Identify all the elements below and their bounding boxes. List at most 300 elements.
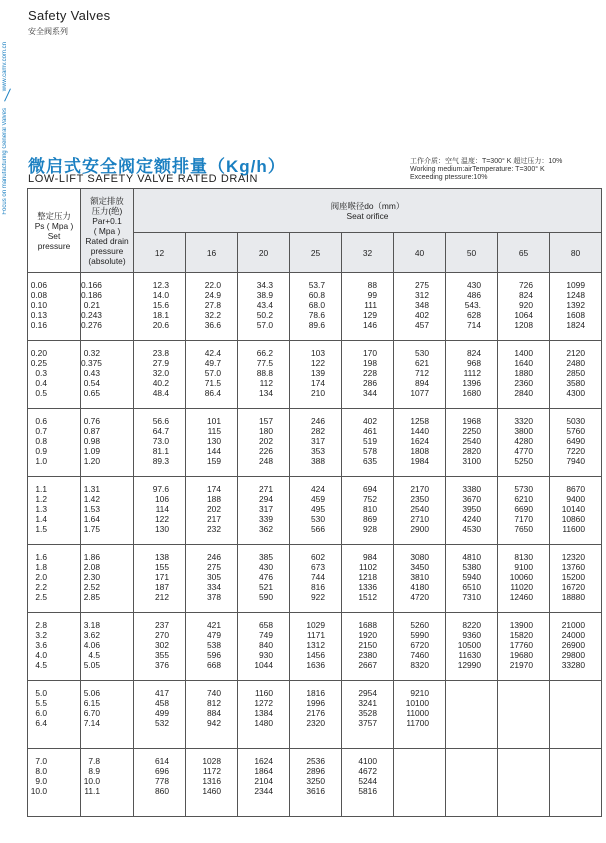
cell-value: 3616: [306, 786, 325, 796]
cell-value: 385: [259, 552, 273, 562]
capacity-cell: [550, 613, 602, 681]
title-en: LOW-LIFT SAFETY VALVE RATED DRAIN: [28, 173, 259, 185]
cell-value: 27.9: [152, 358, 169, 368]
cell-value: 668: [207, 660, 221, 670]
cell-value: 635: [363, 456, 377, 466]
cell-value: 2170: [410, 484, 429, 494]
cell-value: 1312: [306, 640, 325, 650]
cell-value: 11000: [406, 708, 429, 718]
cell-value: 248: [259, 456, 273, 466]
capacity-cell: [550, 749, 602, 817]
cell-value: 17760: [509, 640, 533, 650]
cell-value: 894: [415, 378, 429, 388]
cell-value: 1171: [306, 630, 325, 640]
cell-value: 1384: [254, 708, 273, 718]
drain-pressure-cell: [81, 545, 134, 613]
capacity-cell: [342, 749, 394, 817]
cell-value: 1.1: [35, 484, 47, 494]
cell-value: 0.65: [83, 388, 100, 398]
capacity-cell: [446, 613, 498, 681]
cell-value: 155: [155, 562, 169, 572]
cell-value: 5940: [462, 572, 481, 582]
cell-value: 6.4: [35, 718, 47, 728]
cell-value: 1258: [410, 416, 429, 426]
cell-value: 4672: [358, 766, 377, 776]
cell-value: 824: [467, 348, 481, 358]
table-body: [28, 273, 602, 817]
header-line: 压力(绝): [91, 205, 123, 216]
cell-value: 1.4: [35, 514, 47, 524]
cell-value: 1.3: [35, 504, 47, 514]
cell-value: 3.2: [35, 630, 47, 640]
capacity-cell: [238, 409, 290, 477]
cell-value: 12.3: [152, 280, 169, 290]
cell-value: 5030: [566, 416, 585, 426]
cell-value: 1608: [566, 310, 585, 320]
cell-value: 1272: [254, 698, 273, 708]
cell-value: 0.9: [35, 446, 47, 456]
cell-value: 57.0: [204, 368, 221, 378]
cell-value: 0.21: [83, 300, 100, 310]
cell-value: 9.0: [35, 776, 47, 786]
cell-value: 9210: [410, 688, 429, 698]
capacity-cell: [290, 477, 342, 545]
cell-value: 27.8: [204, 300, 221, 310]
cell-value: 740: [207, 688, 221, 698]
cell-value: 694: [363, 484, 377, 494]
cell-value: 8220: [462, 620, 481, 630]
cell-value: 1968: [462, 416, 481, 426]
cell-value: 339: [259, 514, 273, 524]
set-pressure-cell: [28, 341, 81, 409]
table-row: [28, 273, 602, 341]
capacity-cell: [186, 545, 238, 613]
cell-value: 928: [363, 524, 377, 534]
cell-value: 2150: [358, 640, 377, 650]
capacity-cell: [290, 681, 342, 749]
cell-value: 1029: [306, 620, 325, 630]
sidebar-url: www.camv.com.cn: [2, 42, 8, 92]
cell-value: 1.64: [83, 514, 100, 524]
capacity-cell: [186, 409, 238, 477]
cell-value: 749: [259, 630, 273, 640]
cell-value: 344: [363, 388, 377, 398]
cell-value: 202: [259, 436, 273, 446]
cell-value: 6720: [410, 640, 429, 650]
cell-value: 1102: [358, 562, 377, 572]
cell-value: 968: [467, 358, 481, 368]
cell-value: 4530: [462, 524, 481, 534]
cell-value: 68.0: [308, 300, 325, 310]
cell-value: 3757: [358, 718, 377, 728]
cell-value: 1.2: [35, 494, 47, 504]
cell-value: 532: [155, 718, 169, 728]
cell-value: 5260: [410, 620, 429, 630]
cell-value: 2.08: [83, 562, 100, 572]
cell-value: 10.0: [83, 776, 100, 786]
cell-value: 32.0: [152, 368, 169, 378]
cell-value: 1064: [514, 310, 533, 320]
cell-value: 1824: [566, 320, 585, 330]
cell-value: 13900: [509, 620, 533, 630]
cell-value: 869: [363, 514, 377, 524]
capacity-cell: [290, 273, 342, 341]
cell-value: 202: [207, 504, 221, 514]
capacity-cell: [394, 749, 446, 817]
cell-value: 628: [467, 310, 481, 320]
cell-value: 1.75: [83, 524, 100, 534]
cell-value: 3670: [462, 494, 481, 504]
set-pressure-cell: [28, 749, 81, 817]
cell-value: 10.0: [30, 786, 47, 796]
capacity-cell: [238, 545, 290, 613]
conditions-en-1: Working medium:airTemperature: T=300° K: [410, 166, 545, 173]
conditions-en-2: Exceeding ptessure:10%: [410, 174, 488, 181]
cell-value: 4810: [462, 552, 481, 562]
cell-value: 5.05: [83, 660, 100, 670]
cell-value: 521: [259, 582, 273, 592]
cell-value: 348: [415, 300, 429, 310]
cell-value: 111: [364, 300, 377, 310]
cell-value: 5730: [514, 484, 533, 494]
cell-value: 4300: [566, 388, 585, 398]
capacity-cell: [394, 681, 446, 749]
cell-value: 0.20: [30, 348, 47, 358]
drain-pressure-cell: [81, 613, 134, 681]
drain-pressure-cell: [81, 681, 134, 749]
cell-value: 15820: [509, 630, 533, 640]
cell-value: 5.5: [35, 698, 47, 708]
cell-value: 271: [259, 484, 273, 494]
cell-value: 8130: [514, 552, 533, 562]
cell-value: 106: [155, 494, 169, 504]
cell-value: 1984: [410, 456, 429, 466]
cell-value: 78.6: [308, 310, 325, 320]
cell-value: 2900: [410, 524, 429, 534]
cell-value: 1688: [358, 620, 377, 630]
capacity-cell: [134, 409, 186, 477]
cell-value: 752: [363, 494, 377, 504]
cell-value: 3580: [566, 378, 585, 388]
orifice-size-header: 80: [550, 233, 602, 273]
cell-value: 2.85: [83, 592, 100, 602]
header-line: 阀座喉径do（mm）: [330, 200, 405, 211]
capacity-cell: [394, 545, 446, 613]
cell-value: 1.8: [35, 562, 47, 572]
capacity-cell: [550, 477, 602, 545]
cell-value: 1460: [202, 786, 221, 796]
drain-pressure-cell: [81, 477, 134, 545]
cell-value: 3.18: [83, 620, 100, 630]
cell-value: 4720: [410, 592, 429, 602]
orifice-size-header: 40: [394, 233, 446, 273]
cell-value: 97.6: [152, 484, 169, 494]
capacity-cell: [134, 341, 186, 409]
cell-value: 0.43: [83, 368, 100, 378]
capacity-cell: [394, 409, 446, 477]
cell-value: 388: [311, 456, 325, 466]
cell-value: 2710: [410, 514, 429, 524]
cell-value: 744: [311, 572, 325, 582]
cell-value: 1.5: [35, 524, 47, 534]
cell-value: 1624: [254, 756, 273, 766]
cell-value: 0.4: [35, 378, 47, 388]
orifice-size-header: 25: [290, 233, 342, 273]
cell-value: 1.53: [83, 504, 100, 514]
cell-value: 5816: [358, 786, 377, 796]
capacity-cell: [186, 477, 238, 545]
cell-value: 1160: [254, 688, 273, 698]
cell-value: 86.4: [204, 388, 221, 398]
rated-drain-table: [27, 188, 602, 817]
cell-value: 2.52: [83, 582, 100, 592]
cell-value: 1624: [410, 436, 429, 446]
cell-value: 56.6: [152, 416, 169, 426]
capacity-cell: [186, 273, 238, 341]
header-line: 额定排放: [90, 195, 124, 206]
cell-value: 15.6: [152, 300, 169, 310]
cell-value: 48.4: [152, 388, 169, 398]
cell-value: 217: [207, 514, 221, 524]
cell-value: 430: [467, 280, 481, 290]
cell-value: 417: [155, 688, 169, 698]
table-row: [28, 681, 602, 749]
cell-value: 476: [259, 572, 273, 582]
capacity-cell: [134, 613, 186, 681]
cell-value: 2250: [462, 426, 481, 436]
cell-value: 6.0: [35, 708, 47, 718]
capacity-cell: [498, 681, 550, 749]
cell-value: 0.8: [35, 436, 47, 446]
cell-value: 60.8: [308, 290, 325, 300]
capacity-cell: [446, 409, 498, 477]
table-row: [28, 613, 602, 681]
cell-value: 3950: [462, 504, 481, 514]
table-row: [28, 545, 602, 613]
cell-value: 26900: [561, 640, 585, 650]
cell-value: 180: [259, 426, 273, 436]
capacity-cell: [342, 545, 394, 613]
cell-value: 9100: [514, 562, 533, 572]
cell-value: 144: [207, 446, 221, 456]
cell-value: 0.25: [30, 358, 47, 368]
cell-value: 0.32: [83, 348, 100, 358]
cell-value: 139: [311, 368, 325, 378]
cell-value: 66.2: [256, 348, 273, 358]
capacity-cell: [290, 613, 342, 681]
capacity-cell: [186, 341, 238, 409]
set-pressure-cell: [28, 545, 81, 613]
seat-orifice-header: [134, 189, 602, 233]
capacity-cell: [550, 681, 602, 749]
cell-value: 99: [367, 290, 377, 300]
capacity-cell: [342, 341, 394, 409]
cell-value: 3380: [462, 484, 481, 494]
cell-value: 294: [259, 494, 273, 504]
header-line: 整定压力: [37, 210, 71, 221]
cell-value: 6.70: [83, 708, 100, 718]
cell-value: 246: [207, 552, 221, 562]
cell-value: 0.13: [30, 310, 47, 320]
cell-value: 2896: [306, 766, 325, 776]
cell-value: 2360: [514, 378, 533, 388]
cell-value: 38.9: [256, 290, 273, 300]
cell-value: 2344: [254, 786, 273, 796]
cell-value: 1077: [410, 388, 429, 398]
rated-drain-pressure-header: [81, 189, 134, 273]
capacity-cell: [446, 341, 498, 409]
cell-value: 159: [207, 456, 221, 466]
capacity-cell: [394, 273, 446, 341]
cell-value: 5250: [514, 456, 533, 466]
cell-value: 1392: [566, 300, 585, 310]
orifice-size-header: 20: [238, 233, 290, 273]
cell-value: 3320: [514, 416, 533, 426]
cell-value: 673: [311, 562, 325, 572]
capacity-cell: [498, 545, 550, 613]
cell-value: 134: [259, 388, 273, 398]
cell-value: 7310: [462, 592, 481, 602]
cell-value: 57.0: [256, 320, 273, 330]
cell-value: 89.6: [308, 320, 325, 330]
orifice-size-header: 12: [134, 233, 186, 273]
cell-value: 6210: [514, 494, 533, 504]
cell-value: 3810: [410, 572, 429, 582]
cell-value: 499: [155, 708, 169, 718]
capacity-cell: [238, 273, 290, 341]
cell-value: 1816: [306, 688, 325, 698]
cell-value: 302: [155, 640, 169, 650]
drain-pressure-cell: [81, 341, 134, 409]
cell-value: 24000: [561, 630, 585, 640]
capacity-cell: [498, 477, 550, 545]
capacity-cell: [498, 273, 550, 341]
cell-value: 7.14: [83, 718, 100, 728]
cell-value: 0.87: [83, 426, 100, 436]
capacity-cell: [342, 273, 394, 341]
cell-value: 1808: [410, 446, 429, 456]
drain-pressure-cell: [81, 749, 134, 817]
cell-value: 0.54: [83, 378, 100, 388]
cell-value: 7.8: [88, 756, 100, 766]
cell-value: 11600: [562, 524, 585, 534]
cell-value: 4280: [514, 436, 533, 446]
cell-value: 14.0: [152, 290, 169, 300]
capacity-cell: [342, 409, 394, 477]
cell-value: 1.42: [83, 494, 100, 504]
cell-value: 920: [519, 300, 533, 310]
cell-value: 0.06: [30, 280, 47, 290]
cell-value: 2120: [566, 348, 585, 358]
cell-value: 1.6: [35, 552, 47, 562]
cell-value: 0.76: [83, 416, 100, 426]
cell-value: 486: [467, 290, 481, 300]
cell-value: 103: [311, 348, 325, 358]
cell-value: 232: [207, 524, 221, 534]
cell-value: 24.9: [204, 290, 221, 300]
cell-value: 5.06: [83, 688, 100, 698]
cell-value: 778: [155, 776, 169, 786]
cell-value: 602: [311, 552, 325, 562]
cell-value: 7460: [410, 650, 429, 660]
cell-value: 824: [519, 290, 533, 300]
cell-value: 2.0: [35, 572, 47, 582]
cell-value: 2850: [566, 368, 585, 378]
cell-value: 11630: [458, 650, 481, 660]
cell-value: 170: [363, 348, 377, 358]
cell-value: 4100: [358, 756, 377, 766]
cell-value: 317: [311, 436, 325, 446]
set-pressure-cell: [28, 409, 81, 477]
capacity-cell: [238, 613, 290, 681]
cell-value: 312: [415, 290, 429, 300]
cell-value: 1512: [358, 592, 377, 602]
cell-value: 2380: [358, 650, 377, 660]
cell-value: 424: [311, 484, 325, 494]
cell-value: 1028: [202, 756, 221, 766]
cell-value: 19680: [509, 650, 533, 660]
cell-value: 36.6: [204, 320, 221, 330]
cell-value: 33280: [561, 660, 585, 670]
capacity-cell: [550, 409, 602, 477]
cell-value: 188: [207, 494, 221, 504]
cell-value: 8.9: [88, 766, 100, 776]
capacity-cell: [290, 545, 342, 613]
cell-value: 1218: [358, 572, 377, 582]
capacity-cell: [134, 749, 186, 817]
conditions-cn: 工作介质：空气 温度：T=300° K 超过压力：10%: [410, 158, 563, 165]
capacity-cell: [394, 477, 446, 545]
cell-value: 2104: [254, 776, 273, 786]
cell-value: 8670: [566, 484, 585, 494]
capacity-cell: [186, 681, 238, 749]
cell-value: 114: [155, 504, 169, 514]
cell-value: 860: [155, 786, 169, 796]
capacity-cell: [290, 409, 342, 477]
cell-value: 1099: [566, 280, 585, 290]
capacity-cell: [446, 681, 498, 749]
cell-value: 3.62: [83, 630, 100, 640]
cell-value: 9360: [462, 630, 481, 640]
cell-value: 1480: [254, 718, 273, 728]
cell-value: 840: [259, 640, 273, 650]
cell-value: 538: [207, 640, 221, 650]
cell-value: 2480: [566, 358, 585, 368]
cell-value: 810: [363, 504, 377, 514]
cell-value: 270: [155, 630, 169, 640]
orifice-size-header: 50: [446, 233, 498, 273]
set-pressure-cell: [28, 477, 81, 545]
cell-value: 4.5: [88, 650, 100, 660]
cell-value: 3450: [410, 562, 429, 572]
cell-value: 4240: [462, 514, 481, 524]
set-pressure-cell: [28, 273, 81, 341]
capacity-cell: [238, 681, 290, 749]
cell-value: 3100: [462, 456, 481, 466]
cell-value: 1248: [566, 290, 585, 300]
cell-value: 4.0: [35, 650, 47, 660]
cell-value: 1920: [358, 630, 377, 640]
capacity-cell: [498, 341, 550, 409]
cell-value: 3250: [306, 776, 325, 786]
cell-value: 1680: [462, 388, 481, 398]
capacity-cell: [134, 681, 186, 749]
cell-value: 0.7: [35, 426, 47, 436]
cell-value: 5380: [462, 562, 481, 572]
cell-value: 1172: [202, 766, 221, 776]
set-pressure-cell: [28, 613, 81, 681]
brand-title: Safety Valves: [28, 8, 111, 23]
